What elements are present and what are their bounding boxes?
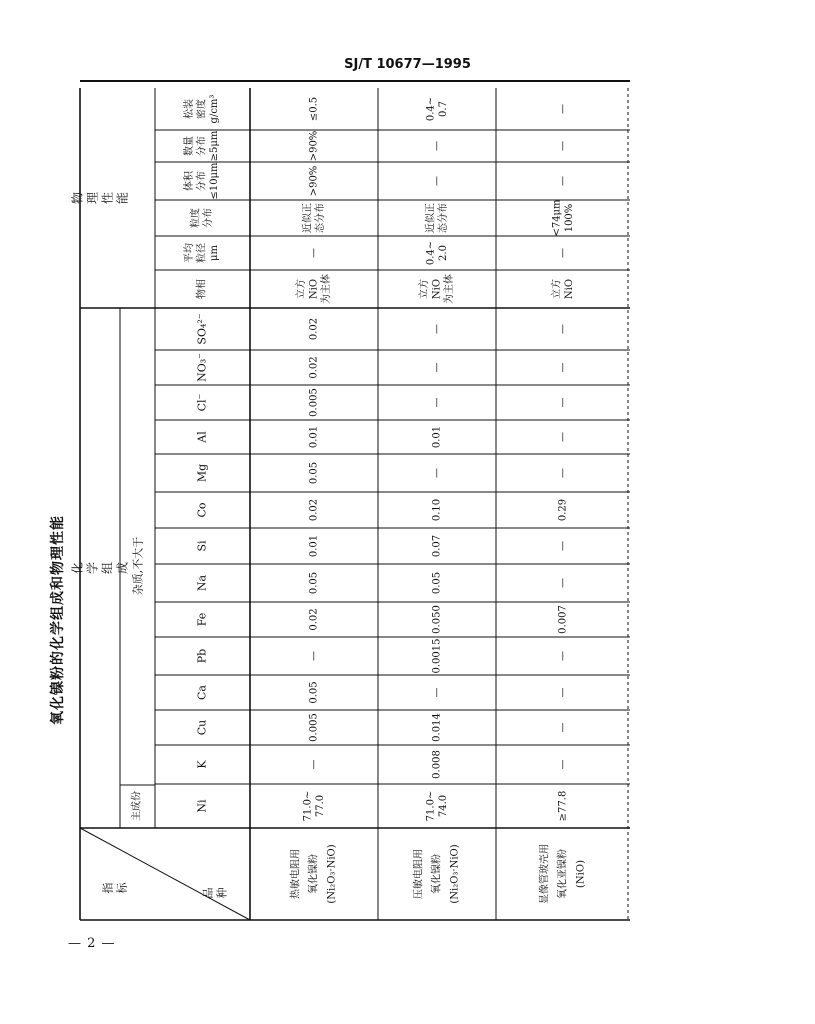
doc-header: SJ/T 10677—1995 — [344, 57, 471, 72]
variety-name-line: (NiO) — [575, 860, 587, 888]
phys-group-label-line: 能 — [115, 191, 130, 205]
chem-value — [558, 651, 569, 661]
phys-value-line: >90% — [308, 130, 320, 162]
chem-value — [309, 681, 320, 703]
phys-value — [309, 248, 320, 258]
chem-group-label-line: 化 — [70, 561, 85, 575]
phys-value-line: — — [557, 141, 569, 151]
chem-value-line: 0.02 — [308, 608, 320, 631]
table-title: 氧化镍粉的化学组成和物理性能 — [50, 515, 66, 725]
phys-value — [309, 97, 320, 121]
variety-name-line: 氧化亚镍粉 — [557, 849, 569, 899]
chem-col-header — [196, 649, 209, 663]
chem-value-line: — — [557, 578, 569, 588]
chem-value — [432, 639, 443, 674]
phys-value — [558, 176, 569, 186]
impurity-label-line: 杂质,不大于 — [131, 536, 145, 596]
chem-value-line: ≥77.8 — [557, 790, 569, 822]
phys-value-line: 为主体 — [444, 274, 455, 304]
chem-value — [558, 499, 569, 521]
chem-value — [309, 608, 320, 630]
chem-value-line: 0.01 — [308, 425, 320, 449]
chem-col-header-line: Si — [195, 540, 209, 552]
phys-value-line: 为主体 — [321, 274, 332, 304]
page-number: — 2 — — [68, 936, 116, 951]
phys-value-line: 0.4~ — [425, 240, 437, 266]
phys-col-header-line: 平均 — [184, 243, 195, 263]
phys-col-header-line: g/cm³ — [209, 94, 220, 124]
phys-value-line: 2.0 — [437, 245, 449, 261]
phys-col-header-line: μm — [209, 245, 220, 261]
phys-value — [432, 141, 443, 151]
chem-col-header-line: Cu — [195, 719, 209, 736]
chem-col-header-line: Pb — [195, 648, 209, 664]
chem-col-header-line: Mg — [195, 463, 209, 483]
chem-value-line: — — [557, 759, 569, 770]
chem-value-line: — — [557, 651, 569, 661]
phys-value-line: 态分布 — [437, 203, 449, 233]
phys-col-header-line: ≥5μm — [209, 130, 220, 162]
chem-value-line: — — [557, 541, 569, 551]
chem-col-header — [196, 799, 209, 813]
chem-value-line: 0.05 — [308, 571, 320, 595]
phys-col-header — [182, 95, 220, 124]
chem-col-header-line: SO₄²⁻ — [195, 313, 209, 345]
phys-value-line: NiO — [308, 278, 320, 300]
variety-name-line: (Ni₂O₃·NiO) — [326, 844, 338, 904]
indicator-label-line: 标 — [115, 882, 129, 894]
phys-col-header — [195, 279, 208, 299]
chem-value — [309, 499, 320, 521]
phys-col-header-line: 数量 — [184, 136, 195, 156]
chem-col-header-line: Cl⁻ — [195, 393, 209, 412]
phys-col-header — [188, 208, 214, 228]
chem-value — [558, 398, 569, 408]
phys-value-line: <74μm — [551, 199, 563, 237]
header-diagonal — [80, 828, 250, 920]
chem-group-label-line: 成 — [115, 561, 130, 575]
chem-group-label — [71, 562, 130, 574]
phys-col-header-line: 粒度 — [190, 208, 202, 228]
variety-label-line: 品 — [201, 887, 215, 899]
phys-value — [551, 199, 575, 237]
chem-value-line: — — [557, 468, 569, 478]
chem-value-line: — — [557, 432, 569, 442]
header-rule — [80, 80, 630, 82]
chem-value-line: 0.007 — [557, 605, 569, 634]
phys-value — [309, 166, 320, 197]
phys-value-line: — — [557, 104, 569, 114]
chem-group-label-line: 学 — [85, 561, 100, 575]
chem-col-header-line: Al — [195, 431, 209, 443]
chem-value — [432, 499, 443, 521]
phys-value-line: — — [557, 176, 569, 186]
chem-value — [558, 541, 569, 551]
chem-value — [432, 363, 443, 373]
chem-value-line: — — [557, 397, 569, 408]
chem-value-line: 0.10 — [431, 498, 443, 522]
chem-col-header-line: NO₃⁻ — [195, 353, 209, 382]
chem-col-header — [196, 502, 209, 517]
chem-col-header-line: Co — [195, 502, 209, 518]
variety-name — [289, 844, 338, 903]
phys-group-label-line: 性 — [100, 191, 115, 205]
chem-value-line: 0.005 — [308, 713, 320, 742]
chem-value-line: — — [308, 651, 320, 661]
phys-col-header-line: 分布 — [196, 171, 208, 191]
phys-value — [558, 104, 569, 114]
chem-value — [432, 535, 443, 557]
variety-name — [538, 844, 587, 904]
phys-value-line: — — [431, 176, 443, 186]
phys-value-line: — — [557, 248, 569, 258]
chem-value — [432, 398, 443, 408]
variety-name — [412, 844, 461, 903]
chem-value-line: 0.008 — [431, 750, 443, 779]
chem-value-line: 77.0 — [314, 794, 326, 818]
chem-value-line: 0.05 — [431, 571, 443, 595]
phys-value-line: 立方 — [551, 279, 563, 299]
chem-value-line: — — [308, 759, 320, 770]
chem-value — [558, 605, 569, 634]
phys-value — [301, 203, 326, 233]
chem-col-header — [196, 613, 209, 627]
chem-value — [558, 324, 569, 334]
phys-col-header — [182, 243, 220, 263]
chem-col-header-line: Ca — [195, 685, 209, 700]
phys-col-header-line: 体积 — [184, 171, 195, 191]
chem-value — [432, 468, 443, 478]
phys-value-line: 100% — [563, 203, 575, 233]
data-table — [70, 88, 630, 920]
phys-value-line: ≤0.5 — [308, 96, 320, 122]
chem-col-header — [196, 574, 209, 591]
variety-name-line: 压敏电阻用 — [413, 849, 425, 899]
chem-col-header — [196, 393, 209, 411]
chem-value — [558, 723, 569, 733]
phys-col-header-line: ≤10μm — [209, 162, 220, 200]
phys-value-line: NiO — [431, 278, 443, 300]
chem-value-line: 0.05 — [308, 681, 320, 704]
phys-group-label-line: 物 — [70, 191, 85, 205]
chem-value-line: — — [431, 362, 443, 373]
variety-name-line: 热敏电阻用 — [290, 849, 302, 899]
chem-value-line: 0.02 — [308, 356, 320, 379]
phys-value — [425, 241, 449, 265]
phys-value — [417, 274, 455, 304]
chem-value — [309, 651, 320, 661]
chem-value-line: 71.0~ — [302, 790, 314, 822]
chem-value-line: 0.05 — [308, 461, 320, 485]
chem-value-line: 0.01 — [308, 534, 320, 558]
chem-value-line: 0.0015 — [431, 638, 443, 674]
chem-value — [309, 356, 320, 378]
chem-value — [309, 760, 320, 770]
chem-value — [558, 760, 569, 770]
phys-col-header-line: 粒径 — [196, 243, 208, 263]
chem-value-line: — — [431, 397, 443, 408]
chem-value — [309, 318, 320, 340]
chem-value — [432, 688, 443, 698]
chem-value — [558, 468, 569, 478]
chem-value-line: 0.02 — [308, 317, 320, 341]
phys-value-line: >90% — [308, 165, 320, 197]
chem-value — [432, 572, 443, 594]
chem-value — [432, 426, 443, 448]
chem-col-header-line: Na — [195, 574, 209, 592]
chem-value — [558, 432, 569, 442]
phys-col-header-line: 分布 — [196, 136, 208, 156]
phys-value-line: 近似正 — [425, 203, 437, 233]
phys-value — [309, 131, 320, 162]
chem-value-line: — — [431, 468, 443, 478]
phys-col-header-line: 密度 — [196, 99, 208, 119]
phys-value-line: 0.4~ — [425, 96, 437, 122]
indicator-label-line: 指 — [101, 882, 115, 894]
chem-group-label-line: 组 — [100, 561, 115, 575]
chem-value-line: 0.07 — [431, 534, 443, 558]
chem-value-line: 0.01 — [431, 425, 443, 449]
chem-col-header-line: Ni — [195, 799, 209, 813]
chem-value-line: 0.050 — [431, 605, 443, 634]
chem-value — [309, 426, 320, 448]
chem-value — [558, 578, 569, 588]
chem-value — [432, 324, 443, 334]
chem-value — [309, 462, 320, 484]
variety-name-line: 氧化镍粉 — [308, 854, 320, 894]
chem-value-line: 0.014 — [431, 713, 443, 742]
chem-col-header — [196, 720, 209, 736]
phys-value-line: — — [308, 248, 320, 258]
chem-col-header — [196, 464, 209, 482]
phys-value — [294, 274, 332, 304]
chem-value — [309, 713, 320, 742]
chem-value — [432, 713, 443, 742]
chem-col-header-line: Fe — [195, 612, 209, 627]
chem-value — [432, 605, 443, 634]
chem-value — [432, 750, 443, 779]
chem-col-header — [196, 313, 209, 344]
phys-value — [558, 141, 569, 151]
phys-value — [549, 279, 575, 299]
phys-col-header-line: 物相 — [196, 279, 208, 299]
chem-value — [558, 688, 569, 698]
phys-value — [424, 203, 449, 233]
variety-name-line: (Ni₂O₃·NiO) — [449, 844, 461, 904]
indicator-label — [101, 882, 129, 894]
chem-value-line: 0.005 — [308, 388, 320, 417]
phys-value-line: — — [431, 141, 443, 151]
phys-col-header-line: 分布 — [202, 208, 214, 228]
phys-col-header — [182, 130, 220, 161]
chem-value-line: — — [557, 362, 569, 373]
chem-value — [558, 791, 569, 822]
chem-value-line: — — [557, 687, 569, 698]
variety-name-line: 显像管玻壳用 — [539, 844, 551, 904]
phys-group-label-line: 理 — [85, 191, 100, 205]
main-component-label — [130, 791, 143, 821]
phys-value-line: 立方 — [296, 279, 307, 299]
chem-value-line: 71.0~ — [425, 790, 437, 822]
chem-value-line: 74.0 — [437, 794, 449, 818]
chem-value — [309, 535, 320, 557]
chem-value — [302, 791, 326, 822]
variety-label — [202, 888, 229, 899]
phys-group-label — [70, 192, 130, 204]
main-component-label-line: 主成份 — [131, 791, 143, 821]
variety-name-line: 氧化镍粉 — [431, 854, 443, 894]
variety-label-line: 种 — [215, 887, 229, 899]
chem-col-header-line: K — [195, 760, 209, 769]
chem-value-line: — — [557, 722, 569, 733]
chem-col-header — [196, 431, 209, 444]
chem-value — [309, 388, 320, 417]
phys-col-header-line: 松装 — [184, 99, 195, 119]
chem-value — [309, 572, 320, 594]
phys-value-line: 立方 — [419, 279, 430, 299]
chem-col-header — [196, 760, 209, 769]
chem-value-line: 0.02 — [308, 498, 320, 522]
phys-value-line: 态分布 — [314, 203, 326, 233]
phys-value-line: NiO — [563, 278, 575, 300]
phys-value — [432, 176, 443, 186]
chem-value — [425, 791, 449, 822]
phys-value-line: 0.7 — [437, 101, 449, 117]
phys-value — [558, 248, 569, 258]
chem-value-line: — — [431, 324, 443, 334]
chem-value — [558, 363, 569, 373]
phys-value — [425, 97, 449, 121]
chem-col-header — [196, 540, 209, 552]
impurity-label — [131, 537, 145, 596]
chem-value-line: 0.29 — [557, 498, 569, 522]
chem-value-line: — — [557, 324, 569, 334]
phys-col-header — [182, 162, 220, 200]
chem-col-header — [196, 685, 209, 700]
phys-value-line: 近似正 — [302, 203, 314, 233]
chem-value-line: — — [431, 687, 443, 698]
chem-col-header — [196, 353, 209, 382]
